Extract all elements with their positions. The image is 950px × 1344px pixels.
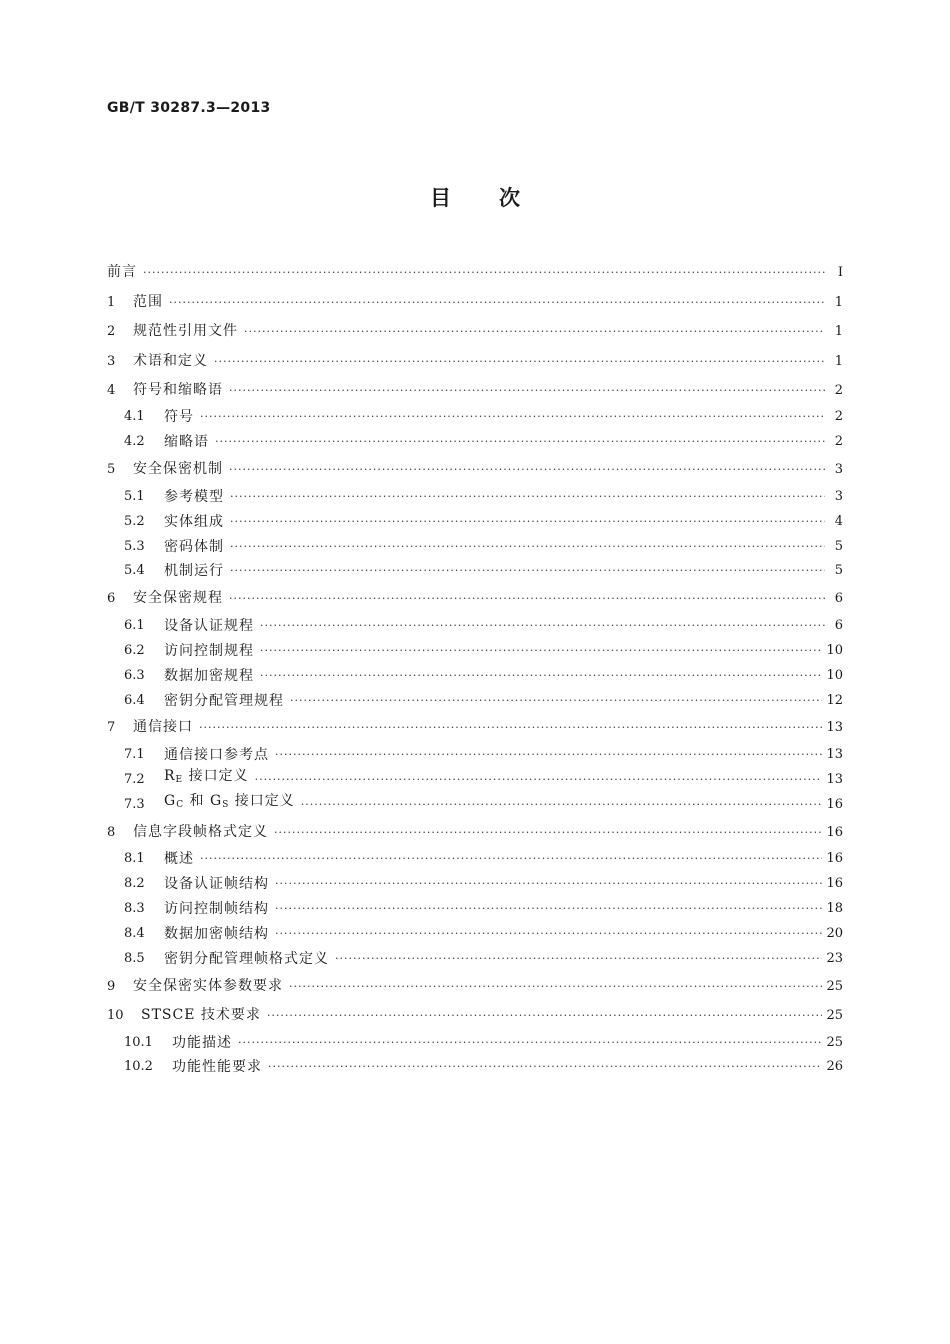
toc-entry-6[interactable] <box>107 584 843 614</box>
toc-number: 8.1 <box>124 851 145 867</box>
toc-entry-10-1[interactable] <box>107 1031 843 1056</box>
toc-page: 13 <box>826 771 843 787</box>
toc-entry-5-2[interactable] <box>107 510 843 535</box>
toc-label: $R_E$ 接口定义 <box>164 767 249 785</box>
toc-entry-foreword[interactable] <box>107 258 843 288</box>
toc-entry-8-1[interactable] <box>107 847 843 872</box>
toc-page: 25 <box>826 1008 843 1024</box>
toc-label: 访问控制规程 <box>164 642 254 659</box>
toc-label: 功能性能要求 <box>172 1059 262 1076</box>
title-char-1: 目 <box>430 186 451 210</box>
toc-page: 3 <box>834 488 843 504</box>
toc-page: 1 <box>834 324 843 339</box>
toc-entry-4-1[interactable] <box>107 406 843 431</box>
toc-label: $G_C$ 和 $G_S$ 接口定义 <box>164 792 295 810</box>
toc-number: 5.2 <box>124 513 145 529</box>
toc-label: 功能描述 <box>172 1034 232 1051</box>
toc-page: 13 <box>826 746 843 762</box>
toc-page: 6 <box>834 617 843 633</box>
toc-number: 8.2 <box>124 875 145 891</box>
page-title <box>0 182 950 212</box>
toc-entry-8-5[interactable] <box>107 947 843 972</box>
toc-number: 8.4 <box>124 925 145 941</box>
toc-label: 参考模型 <box>164 488 224 505</box>
toc-page: 16 <box>826 875 843 891</box>
toc-label: 设备认证规程 <box>164 617 254 634</box>
toc-number: 5 <box>107 462 116 478</box>
toc-label: 信息字段帧格式定义 <box>133 823 268 840</box>
toc-number: 7.3 <box>124 796 145 812</box>
toc-page: 26 <box>826 1059 843 1075</box>
toc-number: 7.2 <box>124 771 145 787</box>
toc-entry-5-1[interactable] <box>107 485 843 510</box>
toc-label: 数据加密帧结构 <box>164 925 269 942</box>
toc-entry-6-1[interactable] <box>107 614 843 639</box>
toc-page: 2 <box>834 383 843 398</box>
toc-number: 4.2 <box>124 434 145 450</box>
toc-page: 16 <box>826 851 843 867</box>
toc-label: 设备认证帧结构 <box>164 875 269 892</box>
toc-entry-5[interactable] <box>107 455 843 485</box>
toc-entry-7-3[interactable] <box>107 793 843 818</box>
toc-page: 2 <box>834 409 843 425</box>
toc-label: 符号 <box>164 409 194 426</box>
toc-number: 1 <box>107 294 116 310</box>
toc-page: 10 <box>826 642 843 658</box>
toc-label: 密钥分配管理规程 <box>164 692 284 709</box>
toc-label: 前言 <box>107 264 137 280</box>
title-char-2: 次 <box>499 186 520 210</box>
table-of-contents <box>107 258 843 1080</box>
toc-label: 机制运行 <box>164 563 224 580</box>
toc-page: 10 <box>826 667 843 683</box>
toc-page: 5 <box>834 538 843 554</box>
toc-page: 4 <box>834 513 843 529</box>
toc-page: 25 <box>826 978 843 994</box>
toc-label: 密码体制 <box>164 538 224 555</box>
toc-number: 8.3 <box>124 900 145 916</box>
toc-number: 10.1 <box>124 1034 153 1050</box>
toc-entry-6-2[interactable] <box>107 639 843 664</box>
toc-label: 安全保密规程 <box>133 590 223 607</box>
toc-label: 术语和定义 <box>133 352 208 369</box>
toc-number: 6.4 <box>124 692 145 708</box>
toc-number: 2 <box>107 324 116 339</box>
toc-number: 5.1 <box>124 488 145 504</box>
toc-label: 缩略语 <box>164 434 209 451</box>
toc-number: 5.3 <box>124 538 145 554</box>
toc-label: 密钥分配管理帧格式定义 <box>164 950 329 967</box>
toc-entry-2[interactable] <box>107 317 843 347</box>
toc-number: 4.1 <box>124 409 145 425</box>
toc-entry-3[interactable] <box>107 347 843 377</box>
toc-entry-10-2[interactable] <box>107 1055 843 1080</box>
toc-entry-5-3[interactable] <box>107 535 843 560</box>
toc-entry-10[interactable] <box>107 1001 843 1031</box>
toc-entry-8-3[interactable] <box>107 897 843 922</box>
toc-label: 访问控制帧结构 <box>164 900 269 917</box>
toc-number: 6.3 <box>124 667 145 683</box>
toc-label: 安全保密实体参数要求 <box>133 977 283 994</box>
toc-label: 通信接口参考点 <box>164 746 269 763</box>
toc-page: Ⅰ <box>837 265 843 280</box>
toc-entry-6-4[interactable] <box>107 689 843 714</box>
toc-number: 6.2 <box>124 642 145 658</box>
toc-number: 4 <box>107 383 116 398</box>
toc-entry-7[interactable] <box>107 713 843 743</box>
toc-label: 数据加密规程 <box>164 667 254 684</box>
toc-entry-9[interactable] <box>107 972 843 1002</box>
toc-label: 范围 <box>133 293 163 310</box>
toc-page: 1 <box>834 353 843 369</box>
toc-page: 6 <box>834 591 843 607</box>
toc-number: 10 <box>107 1008 124 1024</box>
toc-entry-8[interactable] <box>107 818 843 848</box>
toc-page: 16 <box>826 824 843 840</box>
toc-page: 1 <box>834 294 843 310</box>
toc-page: 3 <box>834 462 843 478</box>
toc-number: 10.2 <box>124 1059 153 1075</box>
toc-label: 实体组成 <box>164 513 224 530</box>
toc-label: 概述 <box>164 851 194 868</box>
toc-page: 18 <box>826 900 843 916</box>
toc-label: 符号和缩略语 <box>133 382 223 398</box>
toc-entry-1[interactable] <box>107 288 843 318</box>
toc-entry-8-4[interactable] <box>107 922 843 947</box>
toc-number: 9 <box>107 978 116 994</box>
toc-entry-6-3[interactable] <box>107 664 843 689</box>
toc-page: 2 <box>834 434 843 450</box>
toc-label: STSCE 技术要求 <box>141 1007 261 1024</box>
toc-number: 8 <box>107 824 116 840</box>
toc-entry-8-2[interactable] <box>107 872 843 897</box>
toc-entry-4-2[interactable] <box>107 430 843 455</box>
toc-entry-4[interactable] <box>107 376 843 406</box>
toc-page: 13 <box>826 720 843 736</box>
toc-label: 通信接口 <box>133 719 193 736</box>
toc-number: 6 <box>107 591 116 607</box>
toc-number: 8.5 <box>124 950 145 966</box>
toc-number: 7 <box>107 720 116 736</box>
toc-page: 5 <box>834 563 843 579</box>
toc-page: 25 <box>826 1034 843 1050</box>
toc-page: 20 <box>826 925 843 941</box>
toc-number: 5.4 <box>124 563 145 579</box>
toc-entry-5-4[interactable] <box>107 559 843 584</box>
toc-label: 安全保密机制 <box>133 461 223 478</box>
toc-page: 16 <box>826 796 843 812</box>
toc-number: 7.1 <box>124 746 145 762</box>
toc-number: 6.1 <box>124 617 145 633</box>
toc-page: 23 <box>826 950 843 966</box>
document-code: GB/T 30287.3—2013 <box>107 100 271 116</box>
toc-label: 规范性引用文件 <box>133 323 238 339</box>
toc-page: 12 <box>826 692 843 708</box>
toc-number: 3 <box>107 353 116 369</box>
